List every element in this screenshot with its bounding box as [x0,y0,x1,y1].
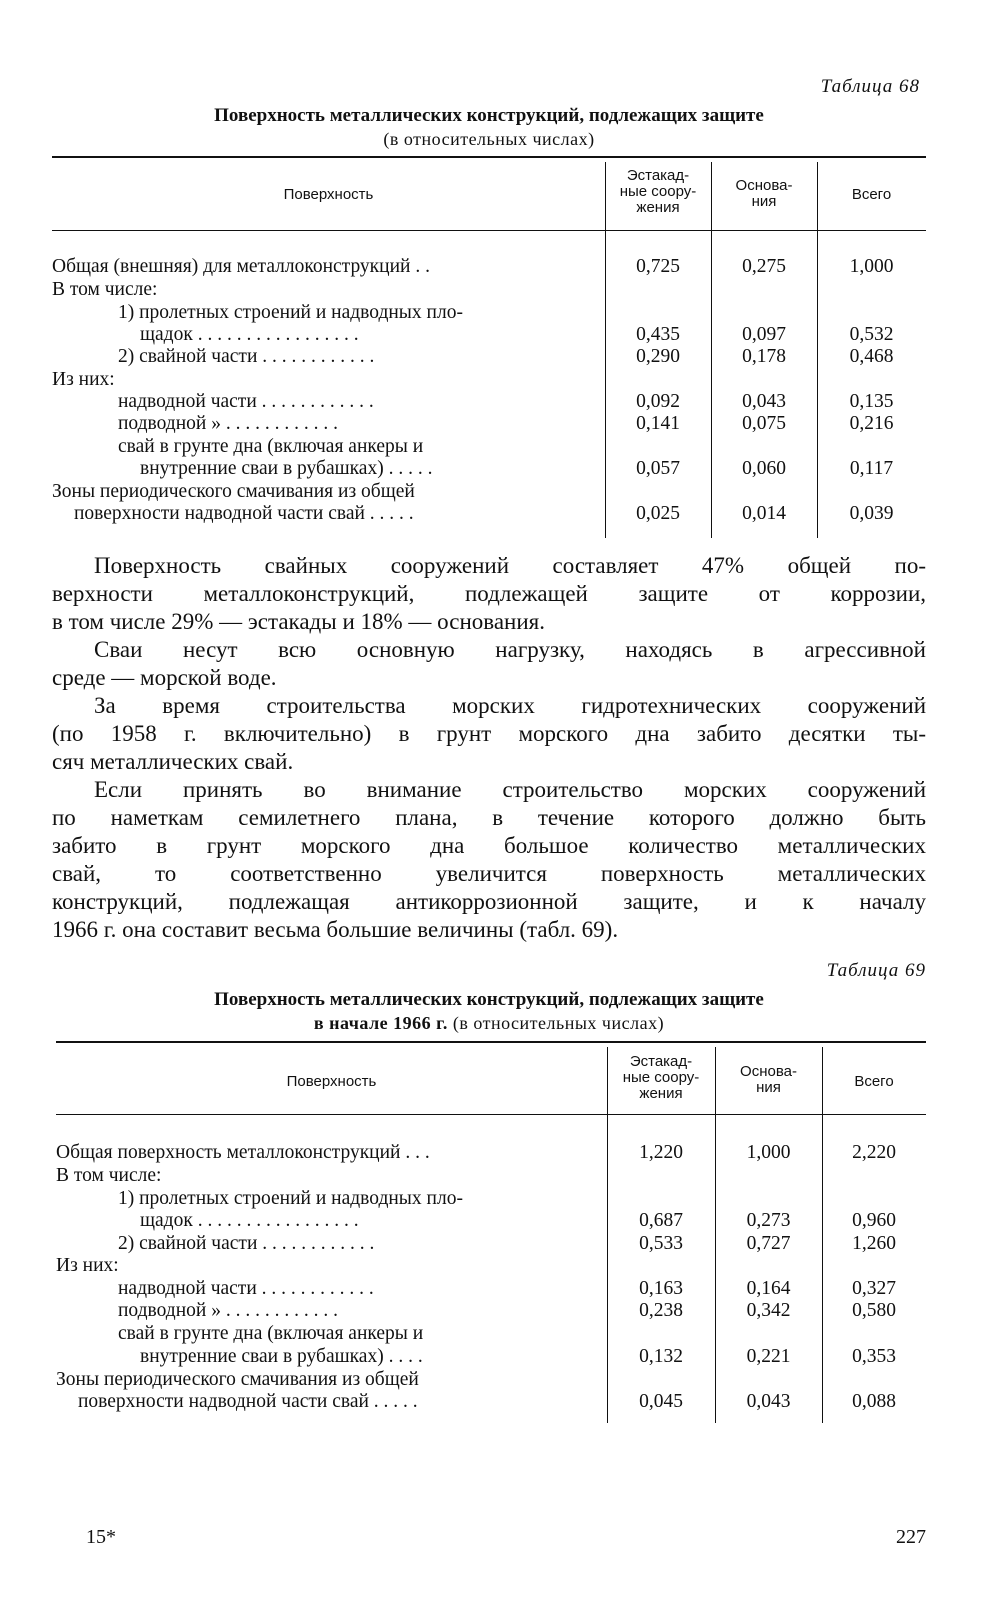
header-line: ные соору- [622,1069,700,1086]
table-row [52,481,926,503]
paragraph [52,776,926,944]
text-line: конструкций, подлежащая антикоррозионной защите, и к началу [52,889,926,914]
table-header-bottom-rule [56,1114,926,1115]
header-osnovaniya [715,1064,822,1096]
cell-estakady: 1,220 [639,1142,683,1163]
table-row [56,1210,926,1232]
table-row [52,391,926,413]
cell-estakady: 0,163 [639,1278,683,1299]
table-row [56,1300,926,1322]
cell-osnovaniya: 0,273 [746,1210,791,1231]
row-label: поверхности надводной части свай . . . . . [78,1391,418,1412]
text-line: За время строительства морских гидротехнических сооружений [94,693,926,718]
table-row [56,1323,926,1345]
cell-osnovaniya: 0,275 [742,256,786,277]
table-row [52,302,926,324]
cell-total: 0,960 [852,1210,896,1231]
cell-osnovaniya: 0,043 [742,391,786,412]
table-row [52,256,926,278]
table-row [56,1142,926,1164]
cell-estakady: 0,045 [639,1391,683,1412]
row-label: свай в грунте дна (включая анкеры и [118,436,424,457]
header-line: жения [639,1085,683,1102]
table-row [56,1369,926,1391]
cell-total: 0,135 [849,391,894,412]
header-total: Всего [851,186,892,203]
cell-estakady: 0,435 [636,324,680,345]
table-row [56,1165,926,1187]
header-line: ния [756,1079,781,1096]
table-68-title: Поверхность металлических конструкций, подлежащих защите [214,105,764,126]
cell-estakady: 0,025 [636,503,680,524]
header-estakady [605,168,711,216]
row-label: щадок . . . . . . . . . . . . . . . . . [140,324,359,345]
cell-estakady: 0,057 [636,458,680,479]
text-line: верхности металлоконструкций, подлежащей защите от коррозии, [52,581,926,606]
table-row [52,324,926,346]
row-label: Общая (внешняя) для металлоконструкций . . [52,256,430,277]
cell-total: 0,532 [849,324,894,345]
table-row [52,458,926,480]
header-line: ные соору- [619,183,697,200]
row-label: внутренние сваи в рубашках) . . . . [140,1346,423,1367]
text-line: по наметкам семилетнего плана, в течение которого должно быть [52,805,926,830]
cell-estakady: 0,238 [639,1300,683,1321]
row-label: подводной » . . . . . . . . . . . . [118,1300,338,1321]
row-label: 1) пролетных строений и надводных пло- [118,1188,463,1209]
table-69 [56,1041,926,1423]
header-line: ния [751,193,777,210]
cell-total: 2,220 [852,1142,896,1163]
header-line: жения [636,199,680,216]
cell-osnovaniya: 0,014 [742,503,786,524]
header-surface: Поверхность [283,186,374,203]
cell-osnovaniya: 1,000 [746,1142,791,1163]
table-header-top-rule [56,1041,926,1043]
header-estakady [607,1054,715,1102]
table-header-top-rule [52,156,926,158]
cell-total: 0,468 [849,346,894,367]
text-line: 1966 г. она составит весьма большие величины (табл. 69). [52,917,619,942]
text-line: в том числе 29% — эстакады и 18% — основания. [52,609,545,634]
row-label: подводной » . . . . . . . . . . . . [118,413,338,434]
row-label: Из них: [52,369,115,390]
paragraph [52,552,926,636]
table-row [52,346,926,368]
table-row [52,413,926,435]
text-line: среде — морской воде. [52,665,277,690]
text-line: Поверхность свайных сооружений составляет 47% общей по- [94,553,926,578]
table-row [52,436,926,458]
table-69-title: Поверхность металлических конструкций, подлежащих защите [214,989,764,1010]
cell-osnovaniya: 0,097 [742,324,786,345]
table-row [56,1278,926,1300]
cell-total: 0,580 [852,1300,896,1321]
row-label: щадок . . . . . . . . . . . . . . . . . [140,1210,359,1231]
text-line: (по 1958 г. включительно) в грунт морского дна забито десятки ты- [52,721,926,746]
cell-osnovaniya: 0,075 [742,413,786,434]
header-surface: Поверхность [286,1073,377,1090]
cell-osnovaniya: 0,043 [746,1391,791,1412]
header-line: Основа- [735,177,793,194]
table-row [52,503,926,525]
table-69-caption: Таблица 69 [826,960,926,981]
row-label: поверхности надводной части свай . . . . . [74,503,414,524]
cell-osnovaniya: 0,342 [746,1300,791,1321]
table-header-bottom-rule [52,230,926,231]
table-row [56,1346,926,1368]
table-row [56,1391,926,1413]
cell-total: 0,039 [849,503,894,524]
table-row [56,1255,926,1277]
cell-osnovaniya: 0,178 [742,346,786,367]
row-label: свай в грунте дна (включая анкеры и [118,1323,424,1344]
header-osnovaniya [711,178,817,210]
cell-total: 0,117 [849,458,894,479]
table-row [52,279,926,301]
row-label: В том числе: [56,1165,162,1186]
cell-estakady: 0,290 [636,346,680,367]
row-label: В том числе: [52,279,158,300]
cell-total: 0,327 [852,1278,896,1299]
row-label: внутренние сваи в рубашках) . . . . . [140,458,433,479]
cell-estakady: 0,725 [636,256,680,277]
header-line: Эстакад- [626,167,690,184]
text-line: сяч металлических свай. [52,749,294,774]
row-label: Общая поверхность металлоконструкций . . . [56,1142,430,1163]
cell-estakady: 0,141 [636,413,680,434]
header-line: Эстакад- [629,1053,693,1070]
cell-total: 1,260 [852,1233,896,1254]
cell-estakady: 0,533 [639,1233,683,1254]
cell-total: 0,088 [852,1391,896,1412]
text-line: свай, то соответственно увеличится поверхность металлических [52,861,926,886]
table-68-caption: Таблица 68 [820,76,920,97]
row-label: Зоны периодического смачивания из общей [56,1369,419,1390]
row-label: 2) свайной части . . . . . . . . . . . . [118,1233,375,1254]
signature-mark: 15* [86,1526,116,1548]
paragraph [52,692,926,776]
row-label: надводной части . . . . . . . . . . . . [118,1278,374,1299]
cell-total: 0,216 [849,413,894,434]
row-label: Из них: [56,1255,119,1276]
page-number: 227 [896,1526,926,1548]
table-row [56,1233,926,1255]
table-68-subtitle: (в относительных числах) [383,129,595,149]
cell-total: 0,353 [852,1346,896,1367]
table-row [56,1188,926,1210]
cell-estakady: 0,132 [639,1346,683,1367]
table-68 [52,156,926,538]
table-row [52,369,926,391]
table-69-subtitle [52,1011,926,1035]
cell-estakady: 0,092 [636,391,680,412]
text-line: Если принять во внимание строительство морских сооружений [94,777,926,802]
text-line: Сваи несут всю основную нагрузку, находясь в агрессивной [94,637,926,662]
cell-total: 1,000 [849,256,894,277]
row-label: 1) пролетных строений и надводных пло- [118,302,463,323]
header-total: Всего [854,1073,894,1090]
subtitle-units: (в относительных числах) [452,1013,665,1033]
paragraph [52,636,926,692]
cell-osnovaniya: 0,727 [746,1233,791,1254]
subtitle-date: в начале 1966 г. [313,1013,448,1033]
header-line: Основа- [740,1063,797,1080]
row-label: Зоны периодического смачивания из общей [52,481,415,502]
cell-estakady: 0,687 [639,1210,683,1231]
row-label: надводной части . . . . . . . . . . . . [118,391,374,412]
cell-osnovaniya: 0,060 [742,458,786,479]
cell-osnovaniya: 0,221 [746,1346,791,1367]
row-label: 2) свайной части . . . . . . . . . . . . [118,346,375,367]
text-line: забито в грунт морского дна большое количество металлических [52,833,926,858]
cell-osnovaniya: 0,164 [746,1278,791,1299]
